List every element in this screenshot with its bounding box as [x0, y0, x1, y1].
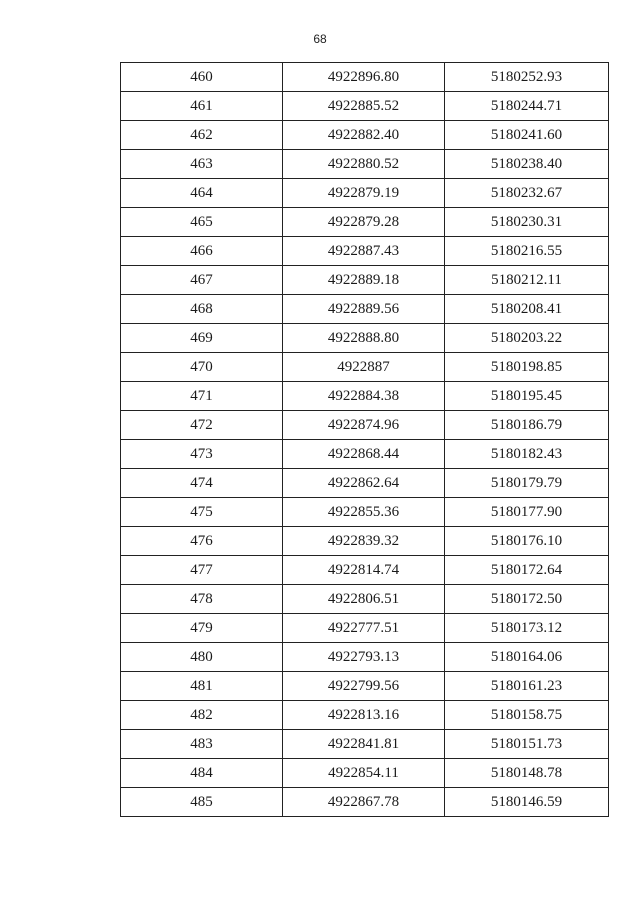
- table-row: [121, 730, 609, 759]
- x-coordinate-cell: 4922867.78: [283, 788, 445, 817]
- y-coordinate-cell: 5180238.40: [445, 150, 609, 179]
- table-row: [121, 179, 609, 208]
- x-coordinate-cell: 4922879.28: [283, 208, 445, 237]
- y-coordinate-cell: 5180151.73: [445, 730, 609, 759]
- y-coordinate-cell: 5180244.71: [445, 92, 609, 121]
- y-coordinate-cell: 5180198.85: [445, 353, 609, 382]
- table-row: [121, 63, 609, 92]
- page-number: 68: [313, 32, 327, 46]
- x-coordinate-cell: 4922887.43: [283, 237, 445, 266]
- y-coordinate-cell: 5180176.10: [445, 527, 609, 556]
- point-number-cell: 482: [121, 701, 283, 730]
- point-number-cell: 461: [121, 92, 283, 121]
- y-coordinate-cell: 5180195.45: [445, 382, 609, 411]
- x-coordinate-cell: 4922888.80: [283, 324, 445, 353]
- y-coordinate-cell: 5180173.12: [445, 614, 609, 643]
- y-coordinate-cell: 5180186.79: [445, 411, 609, 440]
- x-coordinate-cell: 4922854.11: [283, 759, 445, 788]
- point-number-cell: 474: [121, 469, 283, 498]
- x-coordinate-cell: 4922814.74: [283, 556, 445, 585]
- x-coordinate-cell: 4922793.13: [283, 643, 445, 672]
- y-coordinate-cell: 5180252.93: [445, 63, 609, 92]
- y-coordinate-cell: 5180230.31: [445, 208, 609, 237]
- table-row: [121, 411, 609, 440]
- y-coordinate-cell: 5180161.23: [445, 672, 609, 701]
- table-row: [121, 208, 609, 237]
- table-row: [121, 788, 609, 817]
- point-number-cell: 478: [121, 585, 283, 614]
- x-coordinate-cell: 4922813.16: [283, 701, 445, 730]
- point-number-cell: 481: [121, 672, 283, 701]
- point-number-cell: 484: [121, 759, 283, 788]
- y-coordinate-cell: 5180232.67: [445, 179, 609, 208]
- point-number-cell: 463: [121, 150, 283, 179]
- table-row: [121, 759, 609, 788]
- point-number-cell: 464: [121, 179, 283, 208]
- point-number-cell: 466: [121, 237, 283, 266]
- x-coordinate-cell: 4922874.96: [283, 411, 445, 440]
- table-row: [121, 353, 609, 382]
- y-coordinate-cell: 5180146.59: [445, 788, 609, 817]
- point-number-cell: 476: [121, 527, 283, 556]
- x-coordinate-cell: 4922880.52: [283, 150, 445, 179]
- point-number-cell: 467: [121, 266, 283, 295]
- table-row: [121, 266, 609, 295]
- table-row: [121, 121, 609, 150]
- point-number-cell: 479: [121, 614, 283, 643]
- table-row: [121, 701, 609, 730]
- table-row: [121, 382, 609, 411]
- point-number-cell: 480: [121, 643, 283, 672]
- x-coordinate-cell: 4922841.81: [283, 730, 445, 759]
- point-number-cell: 472: [121, 411, 283, 440]
- x-coordinate-cell: 4922855.36: [283, 498, 445, 527]
- x-coordinate-cell: 4922868.44: [283, 440, 445, 469]
- y-coordinate-cell: 5180148.78: [445, 759, 609, 788]
- table-row: [121, 614, 609, 643]
- point-number-cell: 460: [121, 63, 283, 92]
- table-row: [121, 643, 609, 672]
- y-coordinate-cell: 5180203.22: [445, 324, 609, 353]
- point-number-cell: 468: [121, 295, 283, 324]
- x-coordinate-cell: 4922839.32: [283, 527, 445, 556]
- point-number-cell: 470: [121, 353, 283, 382]
- x-coordinate-cell: 4922889.18: [283, 266, 445, 295]
- table-row: [121, 150, 609, 179]
- table-row: [121, 556, 609, 585]
- table-row: [121, 295, 609, 324]
- x-coordinate-cell: 4922806.51: [283, 585, 445, 614]
- x-coordinate-cell: 4922879.19: [283, 179, 445, 208]
- x-coordinate-cell: 4922884.38: [283, 382, 445, 411]
- coordinates-table-body: [121, 63, 609, 817]
- x-coordinate-cell: 4922882.40: [283, 121, 445, 150]
- y-coordinate-cell: 5180212.11: [445, 266, 609, 295]
- x-coordinate-cell: 4922799.56: [283, 672, 445, 701]
- table-row: [121, 469, 609, 498]
- y-coordinate-cell: 5180158.75: [445, 701, 609, 730]
- table-row: [121, 92, 609, 121]
- table-row: [121, 672, 609, 701]
- point-number-cell: 483: [121, 730, 283, 759]
- x-coordinate-cell: 4922887: [283, 353, 445, 382]
- y-coordinate-cell: 5180179.79: [445, 469, 609, 498]
- point-number-cell: 477: [121, 556, 283, 585]
- table-row: [121, 585, 609, 614]
- table-row: [121, 498, 609, 527]
- y-coordinate-cell: 5180208.41: [445, 295, 609, 324]
- point-number-cell: 465: [121, 208, 283, 237]
- x-coordinate-cell: 4922896.80: [283, 63, 445, 92]
- point-number-cell: 469: [121, 324, 283, 353]
- y-coordinate-cell: 5180164.06: [445, 643, 609, 672]
- y-coordinate-cell: 5180216.55: [445, 237, 609, 266]
- y-coordinate-cell: 5180182.43: [445, 440, 609, 469]
- y-coordinate-cell: 5180177.90: [445, 498, 609, 527]
- point-number-cell: 473: [121, 440, 283, 469]
- point-number-cell: 475: [121, 498, 283, 527]
- y-coordinate-cell: 5180172.64: [445, 556, 609, 585]
- coordinates-table: [120, 62, 609, 817]
- table-row: [121, 324, 609, 353]
- x-coordinate-cell: 4922885.52: [283, 92, 445, 121]
- y-coordinate-cell: 5180172.50: [445, 585, 609, 614]
- table-row: [121, 440, 609, 469]
- x-coordinate-cell: 4922889.56: [283, 295, 445, 324]
- x-coordinate-cell: 4922862.64: [283, 469, 445, 498]
- table-row: [121, 237, 609, 266]
- point-number-cell: 471: [121, 382, 283, 411]
- table-row: [121, 527, 609, 556]
- y-coordinate-cell: 5180241.60: [445, 121, 609, 150]
- point-number-cell: 485: [121, 788, 283, 817]
- point-number-cell: 462: [121, 121, 283, 150]
- x-coordinate-cell: 4922777.51: [283, 614, 445, 643]
